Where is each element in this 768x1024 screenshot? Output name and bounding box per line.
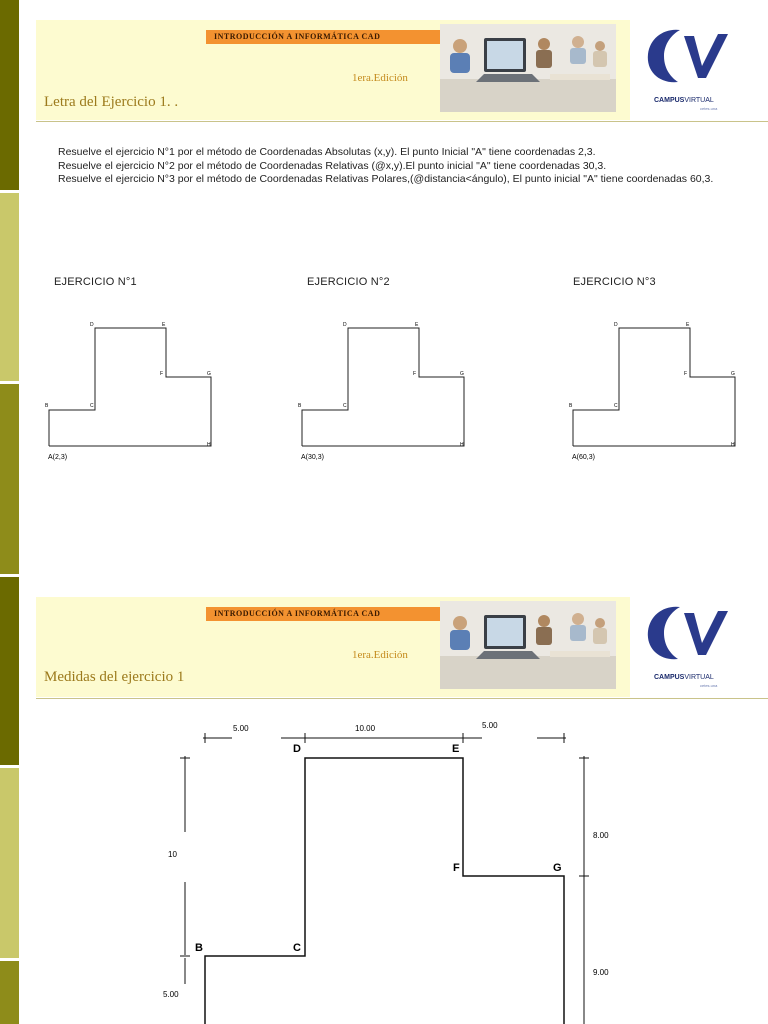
point-label: F (453, 862, 460, 874)
instruction-line: Resuelve el ejercicio N°1 por el método de Coordenadas Absolutas (x,y). El punto Inicial "A" tiene coordenadas 2,3. (58, 146, 596, 158)
point-label: G (460, 371, 464, 377)
point-label: D (614, 322, 618, 328)
point-label: E (162, 322, 166, 328)
point-label: C (90, 403, 94, 409)
dimension-label: 10.00 (355, 724, 376, 733)
point-label: H (460, 442, 464, 448)
slide-title: Letra del Ejercicio 1. . (44, 94, 179, 110)
course-banner: INTRODUCCIÓN A INFORMÁTICA CAD (206, 607, 450, 621)
dimension-label: 9.00 (593, 968, 609, 977)
point-label: F (684, 371, 688, 377)
edition-label: 1era.Edición (352, 72, 408, 84)
point-label: D (343, 322, 347, 328)
instruction-line: Resuelve el ejercicio N°3 por el método de Coordenadas Relativas Polares,(@distancia<ángulo), El punto inicial "A" tiene coordenadas 60,3. (58, 173, 714, 185)
point-label: F (413, 371, 417, 377)
point-label: D (293, 743, 301, 755)
dimension-label: 5.00 (163, 990, 179, 999)
origin-label: A(60,3) (572, 454, 595, 461)
origin-label: A(30,3) (301, 454, 324, 461)
point-label: H (731, 442, 735, 448)
course-banner: INTRODUCCIÓN A INFORMÁTICA CAD (206, 30, 450, 44)
point-label: E (686, 322, 690, 328)
exercise-title: EJERCICIO N°3 (573, 276, 656, 288)
dimension-label: 5.00 (482, 721, 498, 730)
dimension-label: 8.00 (593, 831, 609, 840)
logo-subtext: cetes.una (700, 106, 718, 111)
point-label: G (731, 371, 735, 377)
logo-brand: CAMPUSVIRTUAL (654, 674, 714, 681)
point-label: C (293, 942, 301, 954)
point-label: G (207, 371, 211, 377)
logo-brand: CAMPUSVIRTUAL (654, 97, 714, 104)
point-label: B (298, 403, 302, 409)
exercise-title: EJERCICIO N°1 (54, 276, 137, 288)
dimension-label: 10 (168, 850, 177, 859)
point-label: E (452, 743, 460, 755)
slide-title: Medidas del ejercicio 1 (44, 669, 185, 685)
point-label: F (160, 371, 164, 377)
origin-label: A(2,3) (48, 454, 68, 461)
point-label: E (415, 322, 419, 328)
logo-subtext: cetes.una (700, 683, 718, 688)
point-label: B (195, 942, 203, 954)
point-label: D (90, 322, 94, 328)
point-label: G (553, 862, 562, 874)
exercise-title: EJERCICIO N°2 (307, 276, 390, 288)
dimension-label: 5.00 (233, 724, 249, 733)
point-label: C (343, 403, 347, 409)
point-label: B (569, 403, 573, 409)
point-label: B (45, 403, 49, 409)
point-label: H (207, 442, 211, 448)
edition-label: 1era.Edición (352, 649, 408, 661)
instruction-line: Resuelve el ejercicio N°2 por el método de Coordenadas Relativas (@x,y).El punto inicial "A" tiene coordenadas 30,3. (58, 159, 607, 172)
point-label: C (614, 403, 618, 409)
